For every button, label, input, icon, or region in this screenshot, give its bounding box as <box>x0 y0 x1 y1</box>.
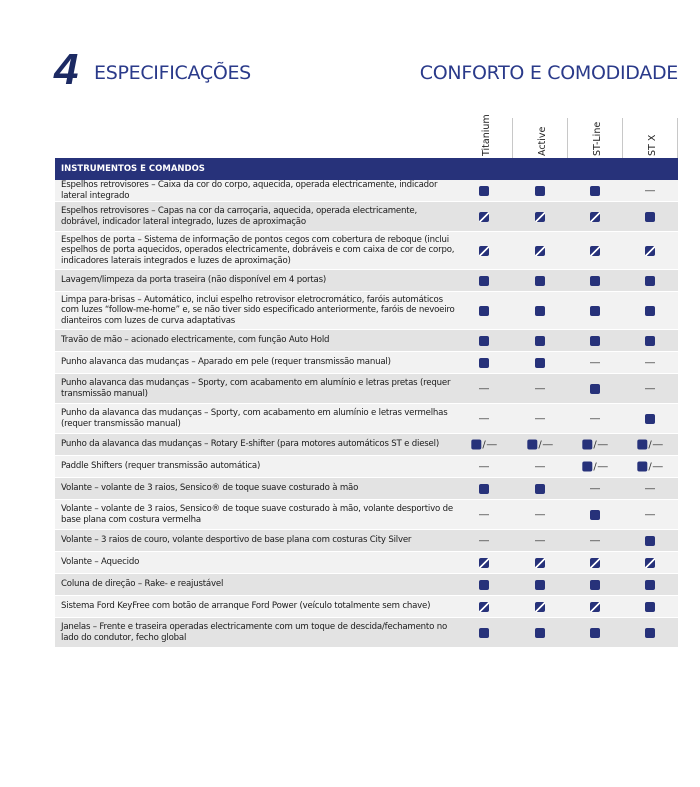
optional-half-square-icon <box>590 602 600 612</box>
slash-separator: / <box>593 461 597 472</box>
availability-cell <box>645 212 655 222</box>
not-available-dash: — <box>652 439 663 450</box>
standard-square-icon <box>535 306 545 316</box>
standard-square-icon <box>590 336 600 346</box>
standard-square-icon <box>535 358 545 368</box>
not-available-dash: — <box>535 461 545 472</box>
availability-cell <box>590 336 600 346</box>
not-available-dash: — <box>535 383 545 394</box>
standard-square-icon <box>479 580 489 590</box>
availability-cell <box>645 246 655 256</box>
table-row <box>55 456 678 478</box>
standard-square-icon <box>645 414 655 424</box>
availability-cell <box>590 357 600 368</box>
table-row <box>55 574 678 596</box>
not-available-dash: — <box>590 535 600 546</box>
row-label: Espelhos retrovisores – Capas na cor da carroçaria, aquecida, operada electricamente, dobrável, indicador lateral integrado, luzes de aproximação <box>61 206 418 227</box>
table-row <box>55 552 678 574</box>
availability-cell <box>590 558 600 568</box>
standard-square-icon <box>645 276 655 286</box>
availability-cell <box>645 276 655 286</box>
row-label: Volante – 3 raios de couro, volante desportivo de base plana com costuras City Silver <box>61 535 412 546</box>
section-header-row: INSTRUMENTOS E COMANDOS <box>55 158 678 180</box>
table-row <box>55 232 678 270</box>
table-row <box>55 530 678 552</box>
standard-square-icon <box>645 336 655 346</box>
optional-half-square-icon <box>479 246 489 256</box>
standard-or-unavailable-mark <box>582 461 607 472</box>
optional-half-square-icon <box>535 246 545 256</box>
row-label: Volante – volante de 3 raios, Sensico® de toque suave costurado à mão, volante desportivo de base plana com costura vermelha <box>61 504 453 525</box>
availability-cell <box>590 535 600 546</box>
column-header-3 <box>644 112 664 156</box>
availability-cell <box>645 336 655 346</box>
availability-cell <box>479 558 489 568</box>
standard-square-icon <box>590 276 600 286</box>
not-available-dash: — <box>645 483 655 494</box>
standard-square-icon <box>479 276 489 286</box>
standard-square-icon <box>471 440 481 450</box>
availability-cell <box>645 558 655 568</box>
availability-cell <box>645 580 655 590</box>
availability-cell <box>590 580 600 590</box>
not-available-dash: — <box>645 509 655 520</box>
availability-cell <box>645 628 655 638</box>
slash-separator: / <box>538 439 542 450</box>
availability-cell <box>582 461 607 472</box>
availability-cell <box>479 413 489 424</box>
column-divider <box>512 118 513 158</box>
table-row <box>55 374 678 404</box>
row-label: Limpa para-brisas – Automático, inclui espelho retrovisor eletrocromático, faróis automáticos com luzes “follow-me-home” e, se não tiver sido especificado anteriormente, faróis de nevoeiro dianteiros com luzes de curva adaptativas <box>61 294 455 326</box>
availability-cell <box>645 357 655 368</box>
standard-square-icon <box>535 186 545 196</box>
not-available-dash: — <box>535 413 545 424</box>
availability-cell <box>645 602 655 612</box>
availability-cell <box>479 186 489 196</box>
standard-square-icon <box>582 462 592 472</box>
availability-cell <box>535 413 545 424</box>
optional-half-square-icon <box>479 602 489 612</box>
optional-half-square-icon <box>590 558 600 568</box>
standard-square-icon <box>479 306 489 316</box>
standard-square-icon <box>637 462 647 472</box>
availability-cell <box>645 536 655 546</box>
availability-cell <box>479 484 489 494</box>
not-available-dash: — <box>479 509 489 520</box>
availability-cell <box>535 628 545 638</box>
row-label: Volante – Aquecido <box>61 557 140 568</box>
availability-cell <box>471 439 496 450</box>
availability-cell <box>479 580 489 590</box>
row-label: Sistema Ford KeyFree com botão de arranque Ford Power (veículo totalmente sem chave) <box>61 601 431 612</box>
standard-square-icon <box>527 440 537 450</box>
not-available-dash: — <box>535 535 545 546</box>
availability-cell <box>590 306 600 316</box>
availability-cell <box>535 212 545 222</box>
standard-square-icon <box>535 580 545 590</box>
standard-square-icon <box>479 628 489 638</box>
optional-half-square-icon <box>590 212 600 222</box>
availability-cell <box>479 509 489 520</box>
standard-square-icon <box>645 212 655 222</box>
standard-or-unavailable-mark <box>582 439 607 450</box>
standard-square-icon <box>535 276 545 286</box>
not-available-dash: — <box>590 413 600 424</box>
slash-separator: / <box>648 461 652 472</box>
chapter-title: ESPECIFICAÇÕES <box>94 62 251 84</box>
table-row <box>55 292 678 330</box>
standard-or-unavailable-mark <box>527 439 552 450</box>
optional-half-square-icon <box>645 558 655 568</box>
availability-cell <box>535 306 545 316</box>
not-available-dash: — <box>645 185 655 196</box>
availability-cell <box>535 558 545 568</box>
standard-square-icon <box>590 628 600 638</box>
table-row <box>55 202 678 232</box>
spec-table <box>55 158 678 648</box>
availability-cell <box>645 483 655 494</box>
standard-square-icon <box>590 384 600 394</box>
column-divider <box>677 118 678 158</box>
optional-half-square-icon <box>645 246 655 256</box>
availability-cell <box>535 186 545 196</box>
chapter-number: 4 <box>54 45 79 94</box>
availability-cell <box>637 461 662 472</box>
availability-cell <box>535 580 545 590</box>
row-label: Punho alavanca das mudanças – Aparado em pele (requer transmissão manual) <box>61 357 391 368</box>
availability-cell <box>645 383 655 394</box>
standard-or-unavailable-mark <box>637 461 662 472</box>
availability-cell <box>535 358 545 368</box>
row-label: Espelhos retrovisores – Caixa da cor do corpo, aquecida, operada electricamente, indicador lateral integrado <box>61 180 438 201</box>
row-label: Punho da alavanca das mudanças – Rotary E-shifter (para motores automáticos ST e diesel) <box>61 439 439 450</box>
availability-cell <box>590 384 600 394</box>
row-label: Janelas – Frente e traseira operadas electricamente com um toque de descida/fechamento no lado do condutor, fecho global <box>61 622 447 643</box>
row-label: Volante – volante de 3 raios, Sensico® de toque suave costurado à mão <box>61 483 359 494</box>
availability-cell <box>590 413 600 424</box>
optional-half-square-icon <box>479 212 489 222</box>
page-header <box>0 0 700 110</box>
table-row <box>55 330 678 352</box>
standard-square-icon <box>535 628 545 638</box>
availability-cell <box>535 535 545 546</box>
standard-square-icon <box>645 536 655 546</box>
column-divider <box>622 118 623 158</box>
availability-cell <box>479 358 489 368</box>
slash-separator: / <box>482 439 486 450</box>
availability-cell <box>479 628 489 638</box>
not-available-dash: — <box>479 535 489 546</box>
table-row <box>55 180 678 202</box>
standard-square-icon <box>479 358 489 368</box>
not-available-dash: — <box>590 483 600 494</box>
availability-cell <box>535 383 545 394</box>
availability-cell <box>535 246 545 256</box>
standard-square-icon <box>582 440 592 450</box>
availability-cell <box>535 276 545 286</box>
availability-cell <box>645 414 655 424</box>
not-available-dash: — <box>597 461 608 472</box>
standard-square-icon <box>590 306 600 316</box>
availability-cell <box>479 535 489 546</box>
not-available-dash: — <box>590 357 600 368</box>
table-row <box>55 434 678 456</box>
standard-square-icon <box>479 186 489 196</box>
standard-square-icon <box>590 186 600 196</box>
slash-separator: / <box>648 439 652 450</box>
table-row <box>55 404 678 434</box>
slash-separator: / <box>593 439 597 450</box>
section-title: CONFORTO E COMODIDADE <box>419 62 678 84</box>
availability-cell <box>479 602 489 612</box>
standard-square-icon <box>590 580 600 590</box>
column-header-0 <box>478 112 498 156</box>
availability-cell <box>645 185 655 196</box>
row-label: Travão de mão – acionado electricamente, com função Auto Hold <box>61 335 330 346</box>
not-available-dash: — <box>479 383 489 394</box>
availability-cell <box>479 306 489 316</box>
row-label: Paddle Shifters (requer transmissão automática) <box>61 461 261 472</box>
optional-half-square-icon <box>535 602 545 612</box>
optional-half-square-icon <box>535 558 545 568</box>
not-available-dash: — <box>542 439 553 450</box>
table-row <box>55 270 678 292</box>
availability-cell <box>645 509 655 520</box>
availability-cell <box>535 336 545 346</box>
availability-cell <box>535 602 545 612</box>
availability-cell <box>535 509 545 520</box>
availability-cell <box>590 510 600 520</box>
standard-square-icon <box>479 484 489 494</box>
availability-cell <box>479 246 489 256</box>
availability-cell <box>637 439 662 450</box>
standard-or-unavailable-mark <box>637 439 662 450</box>
optional-half-square-icon <box>535 212 545 222</box>
availability-cell <box>590 186 600 196</box>
availability-cell <box>590 602 600 612</box>
availability-cell <box>527 439 552 450</box>
availability-cell <box>590 276 600 286</box>
row-label: Coluna de direção – Rake- e reajustável <box>61 579 224 590</box>
table-row <box>55 596 678 618</box>
optional-half-square-icon <box>590 246 600 256</box>
row-label: Espelhos de porta – Sistema de informação de pontos cegos com cobertura de reboque (inclui espelhos de porta aquecidos, operados electricamente, dobráveis e com caixa de cor de corpo, indicadores laterais integrados e luzes de aproximação) <box>61 234 455 266</box>
not-available-dash: — <box>479 413 489 424</box>
availability-cell <box>590 628 600 638</box>
standard-or-unavailable-mark <box>471 439 496 450</box>
not-available-dash: — <box>597 439 608 450</box>
table-row <box>55 352 678 374</box>
standard-square-icon <box>645 306 655 316</box>
availability-cell <box>590 212 600 222</box>
not-available-dash: — <box>479 461 489 472</box>
availability-cell <box>535 461 545 472</box>
availability-cell <box>479 383 489 394</box>
not-available-dash: — <box>535 509 545 520</box>
optional-half-square-icon <box>479 558 489 568</box>
availability-cell <box>479 336 489 346</box>
table-row <box>55 618 678 648</box>
column-header-1 <box>534 112 554 156</box>
column-divider <box>567 118 568 158</box>
column-header-label: Titanium <box>481 114 492 156</box>
availability-cell <box>479 276 489 286</box>
availability-cell <box>590 246 600 256</box>
standard-square-icon <box>590 510 600 520</box>
table-row <box>55 478 678 500</box>
standard-square-icon <box>479 336 489 346</box>
column-header-label: Active <box>537 126 548 156</box>
standard-square-icon <box>637 440 647 450</box>
standard-square-icon <box>645 602 655 612</box>
standard-square-icon <box>645 628 655 638</box>
availability-cell <box>535 484 545 494</box>
column-header-label: ST X <box>647 134 658 156</box>
availability-cell <box>479 461 489 472</box>
availability-cell <box>479 212 489 222</box>
not-available-dash: — <box>486 439 497 450</box>
not-available-dash: — <box>652 461 663 472</box>
row-label: Lavagem/limpeza da porta traseira (não disponível em 4 portas) <box>61 275 327 286</box>
column-header-2 <box>589 112 609 156</box>
standard-square-icon <box>645 580 655 590</box>
column-header-label: ST-Line <box>592 121 603 156</box>
not-available-dash: — <box>645 383 655 394</box>
table-row <box>55 500 678 530</box>
availability-cell <box>590 483 600 494</box>
not-available-dash: — <box>645 357 655 368</box>
availability-cell <box>582 439 607 450</box>
standard-square-icon <box>535 336 545 346</box>
row-label: Punho alavanca das mudanças – Sporty, com acabamento em alumínio e letras pretas (requer transmissão manual) <box>61 378 451 399</box>
availability-cell <box>645 306 655 316</box>
standard-square-icon <box>535 484 545 494</box>
row-label: Punho da alavanca das mudanças – Sporty, com acabamento em alumínio e letras vermelhas (requer transmissão manual) <box>61 408 448 429</box>
